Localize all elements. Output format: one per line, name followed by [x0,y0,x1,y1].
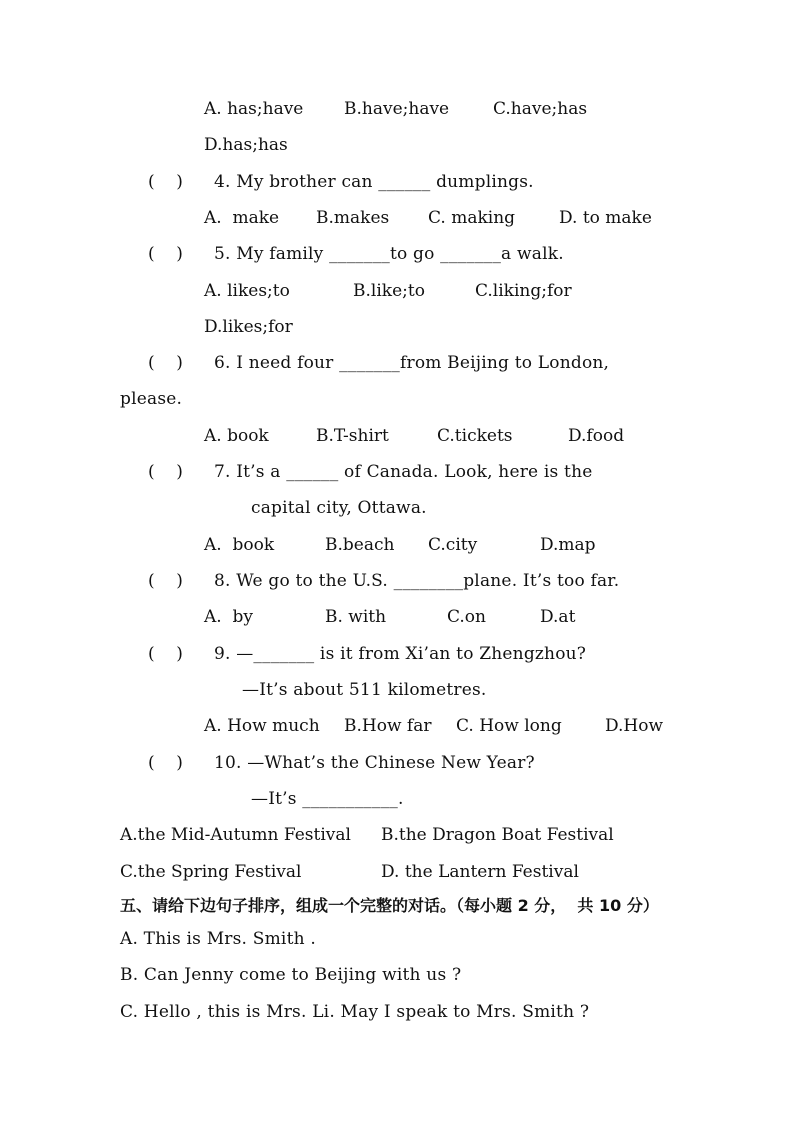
q7-option-b: B.beach [325,535,395,555]
section-5-heading: 五、请给下边句子排序，组成一个完整的对话。（每小题 2 分， 共 10 分） [120,896,659,915]
q7-stem-continued: capital city, Ottawa. [251,498,427,518]
q4-answer-paren: ( ) [148,172,183,192]
q7-stem: 7. It’s a ______ of Canada. Look, here is the [214,462,593,482]
q4-option-b: B.makes [316,208,390,228]
q6-answer-paren: ( ) [148,353,183,373]
q9-answer-paren: ( ) [148,644,183,664]
section-5-sentence-c: C. Hello , this is Mrs. Li. May I speak to Mrs. Smith ? [120,1002,590,1022]
q8-option-a: A. by [204,607,253,627]
q8-answer-paren: ( ) [148,571,183,591]
q6-stem-continued: please. [120,389,183,409]
q3-option-b: B.have;have [344,99,450,119]
q4-option-a: A. make [204,208,280,228]
q10-option-c: C.the Spring Festival [120,862,302,882]
q4-stem: 4. My brother can ______ dumplings. [214,172,534,192]
q4-option-c: C. making [428,208,516,228]
q7-option-c: C.city [428,535,478,555]
q10-stem-continued: —It’s ___________. [251,789,404,809]
q8-option-c: C.on [447,607,486,627]
q9-stem: 9. —_______ is it from Xi’an to Zhengzhou? [214,644,587,664]
q6-stem: 6. I need four _______from Beijing to London, [214,353,610,373]
q9-option-a: A. How much [204,716,320,736]
q10-answer-paren: ( ) [148,753,183,773]
q6-option-a: A. book [204,426,269,446]
q3-option-a: A. has;have [204,99,304,119]
q7-option-a: A. book [204,535,275,555]
q9-option-d: D.How [605,716,664,736]
q5-answer-paren: ( ) [148,244,183,264]
q9-stem-continued: —It’s about 511 kilometres. [242,680,487,700]
q10-option-d: D. the Lantern Festival [381,862,579,882]
q6-option-b: B.T-shirt [316,426,389,446]
q9-option-b: B.How far [344,716,432,736]
q5-option-d: D.likes;for [204,317,293,337]
q3-option-c: C.have;has [493,99,588,119]
q10-option-a: A.the Mid-Autumn Festival [120,825,351,845]
q10-stem: 10. —What’s the Chinese New Year? [214,753,535,773]
q5-option-a: A. likes;to [204,281,290,301]
q4-option-d: D. to make [559,208,652,228]
q3-option-d: D.has;has [204,135,288,155]
q9-option-c: C. How long [456,716,562,736]
q7-answer-paren: ( ) [148,462,183,482]
q8-option-d: D.at [540,607,576,627]
q10-option-b: B.the Dragon Boat Festival [381,825,614,845]
q5-option-b: B.like;to [353,281,425,301]
q8-option-b: B. with [325,607,387,627]
section-5-sentence-a: A. This is Mrs. Smith . [120,929,316,949]
q7-option-d: D.map [540,535,596,555]
q8-stem: 8. We go to the U.S. ________plane. It’s too far. [214,571,620,591]
q5-stem: 5. My family _______to go _______a walk. [214,244,564,264]
section-5-sentence-b: B. Can Jenny come to Beijing with us ? [120,965,462,985]
q6-option-c: C.tickets [437,426,513,446]
q6-option-d: D.food [568,426,625,446]
q5-option-c: C.liking;for [475,281,572,301]
